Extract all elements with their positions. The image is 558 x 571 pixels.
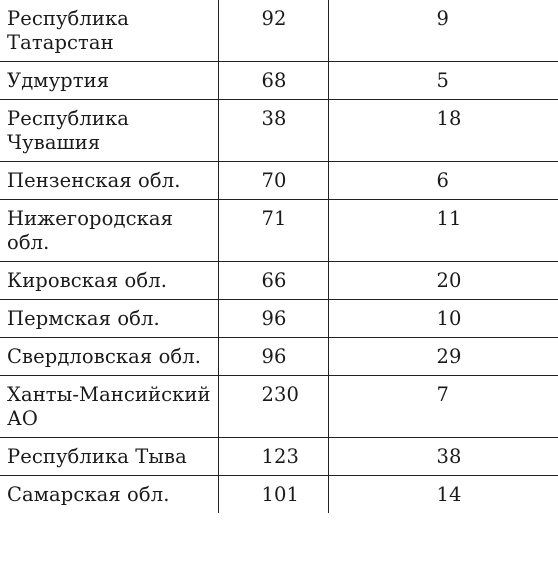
value-b-cell: 14 — [328, 476, 558, 514]
value-b-cell: 11 — [328, 200, 558, 262]
value-b-cell: 29 — [328, 338, 558, 376]
table-row — [0, 162, 558, 200]
value-b-cell: 20 — [328, 262, 558, 300]
value-b-cell: 5 — [328, 62, 558, 100]
value-a-cell: 230 — [218, 376, 328, 438]
value-a-cell: 38 — [218, 100, 328, 162]
value-a-cell: 66 — [218, 262, 328, 300]
value-a-cell: 70 — [218, 162, 328, 200]
value-a-cell: 71 — [218, 200, 328, 262]
region-name-cell: Самарская обл. — [0, 476, 218, 514]
value-a-cell: 68 — [218, 62, 328, 100]
region-name-cell: Республика Чувашия — [0, 100, 218, 162]
table-row — [0, 262, 558, 300]
table-row — [0, 62, 558, 100]
value-a-cell: 96 — [218, 300, 328, 338]
value-a-cell: 101 — [218, 476, 328, 514]
table-row — [0, 438, 558, 476]
value-b-cell: 38 — [328, 438, 558, 476]
region-name-cell: Нижегородская обл. — [0, 200, 218, 262]
region-name-cell: Республика Татарстан — [0, 0, 218, 62]
region-name-cell: Кировская обл. — [0, 262, 218, 300]
table-row — [0, 338, 558, 376]
table-row — [0, 0, 558, 62]
table-row — [0, 476, 558, 514]
region-name-cell: Ханты-Мансийский АО — [0, 376, 218, 438]
table-row — [0, 100, 558, 162]
value-a-cell: 96 — [218, 338, 328, 376]
region-name-cell: Свердловская обл. — [0, 338, 218, 376]
value-a-cell: 92 — [218, 0, 328, 62]
value-b-cell: 10 — [328, 300, 558, 338]
value-b-cell: 6 — [328, 162, 558, 200]
region-name-cell: Пермская обл. — [0, 300, 218, 338]
value-a-cell: 123 — [218, 438, 328, 476]
table-row — [0, 376, 558, 438]
table-row — [0, 200, 558, 262]
value-b-cell: 9 — [328, 0, 558, 62]
value-b-cell: 18 — [328, 100, 558, 162]
region-name-cell: Удмуртия — [0, 62, 218, 100]
region-name-cell: Республика Тыва — [0, 438, 218, 476]
value-b-cell: 7 — [328, 376, 558, 438]
table-row — [0, 300, 558, 338]
region-name-cell: Пензенская обл. — [0, 162, 218, 200]
